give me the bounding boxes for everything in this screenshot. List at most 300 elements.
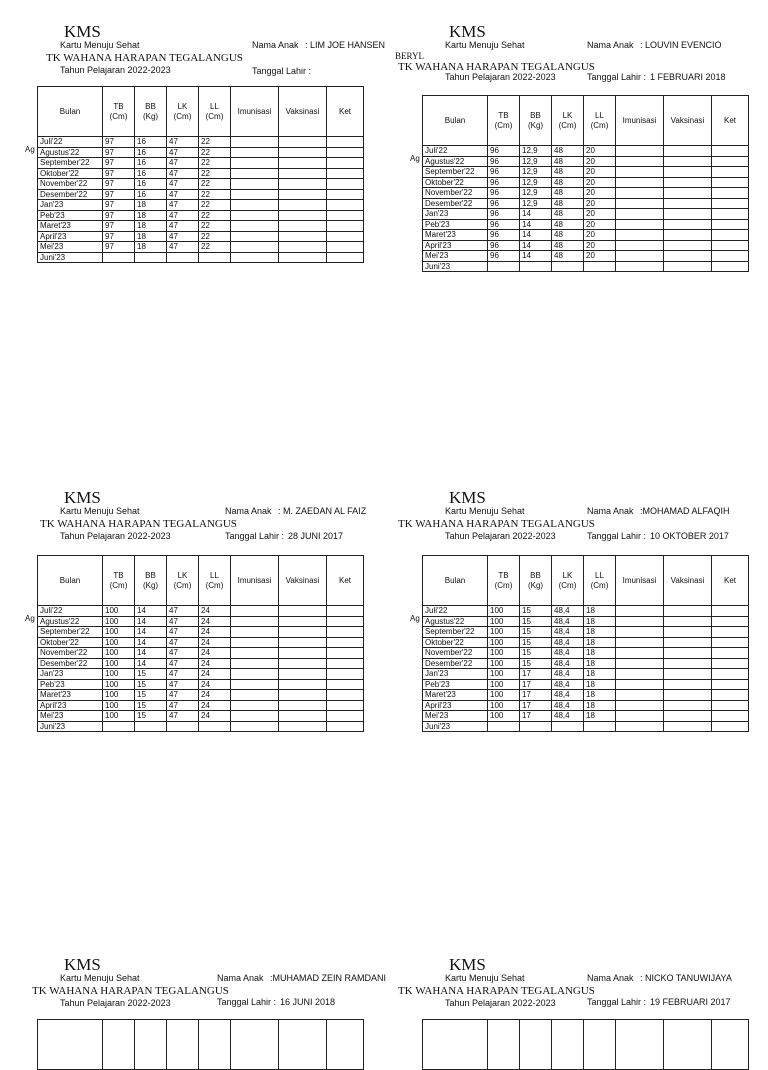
table-row [38,189,364,200]
column-header [135,1020,167,1070]
column-header [38,1020,103,1070]
value-cell: 15 [520,627,552,638]
month-cell: Oktober'22 [423,637,488,648]
name-label: Nama Anak [217,973,264,983]
value-cell [279,252,327,263]
value-cell: 96 [488,198,520,209]
month-cell: Agustus'22 [38,616,103,627]
value-cell: 47 [167,158,199,169]
value-cell: 48,4 [552,679,584,690]
value-cell [664,156,712,167]
value-cell: 100 [103,690,135,701]
value-cell [231,221,279,232]
value-cell: 100 [103,606,135,617]
value-cell [327,721,364,732]
table-row [423,627,749,638]
value-cell: 48,4 [552,648,584,659]
table-row [423,219,749,230]
table-row [423,606,749,617]
value-cell [231,158,279,169]
value-cell: 15 [135,700,167,711]
month-cell: Oktober'22 [423,177,488,188]
table-row [423,156,749,167]
value-cell: 100 [103,648,135,659]
month-cell: Mei'23 [423,251,488,262]
value-cell [279,700,327,711]
column-header [279,1020,327,1070]
value-cell: 100 [488,648,520,659]
value-cell [616,648,664,659]
value-cell [231,147,279,158]
column-header: LK (Cm) [552,556,584,606]
value-cell: 12,9 [520,146,552,157]
value-cell: 47 [167,658,199,669]
value-cell: 100 [488,700,520,711]
birth-date-label: Tanggal Lahir : [587,531,647,541]
value-cell [616,679,664,690]
value-cell [327,168,364,179]
month-cell: September'22 [38,158,103,169]
value-cell: 24 [199,669,231,680]
value-cell [712,637,749,648]
value-cell: 47 [167,168,199,179]
birth-date-label: Tanggal Lahir : [587,997,647,1007]
value-cell: 18 [584,648,616,659]
value-cell [584,721,616,732]
value-cell: 18 [584,658,616,669]
table-row [423,251,749,262]
value-cell [103,252,135,263]
value-cell [616,261,664,272]
value-cell [231,231,279,242]
name-value: : LIM JOE HANSEN [305,40,386,50]
value-cell: 48 [552,188,584,199]
column-header: TB (Cm) [488,556,520,606]
column-header [584,1020,616,1070]
column-header [712,1020,749,1070]
table-row [423,198,749,209]
value-cell [584,261,616,272]
value-cell: 100 [103,658,135,669]
month-cell: Juni'23 [423,261,488,272]
column-header: Imunisasi [616,96,664,146]
value-cell [712,690,749,701]
value-cell [279,606,327,617]
value-cell [616,230,664,241]
value-cell [616,177,664,188]
value-cell: 96 [488,167,520,178]
column-header: Ket [327,87,364,137]
value-cell [616,606,664,617]
value-cell: 47 [167,637,199,648]
value-cell: 48 [552,177,584,188]
value-cell: 97 [103,242,135,253]
value-cell [327,158,364,169]
value-cell [279,637,327,648]
value-cell: 22 [199,231,231,242]
value-cell [231,690,279,701]
value-cell: 22 [199,158,231,169]
column-header: BB (Kg) [520,556,552,606]
table-row [38,669,364,680]
birth-date-value: 28 JUNI 2017 [288,531,344,541]
card-subtitle: Kartu Menuju Sehat [445,973,525,983]
value-cell [712,240,749,251]
value-cell [327,690,364,701]
header-row [423,1020,749,1070]
month-cell: April'23 [423,240,488,251]
column-header: Imunisasi [231,87,279,137]
value-cell [231,200,279,211]
value-cell: 97 [103,137,135,148]
value-cell: 15 [520,648,552,659]
month-cell: Jan'23 [423,209,488,220]
value-cell [664,167,712,178]
month-cell: Juli'22 [423,146,488,157]
month-cell: November'22 [38,179,103,190]
value-cell: 15 [135,679,167,690]
value-cell: 22 [199,242,231,253]
value-cell: 14 [135,658,167,669]
value-cell: 17 [520,700,552,711]
value-cell [135,252,167,263]
value-cell: 18 [584,669,616,680]
value-cell: 22 [199,168,231,179]
value-cell: 96 [488,240,520,251]
value-cell: 100 [488,627,520,638]
value-cell [616,146,664,157]
value-cell: 47 [167,627,199,638]
month-cell: Desember'22 [38,658,103,669]
value-cell: 24 [199,690,231,701]
month-cell: November'22 [38,648,103,659]
value-cell [616,721,664,732]
column-header: LK (Cm) [167,87,199,137]
value-cell: 20 [584,251,616,262]
value-cell [664,198,712,209]
value-cell [712,146,749,157]
value-cell: 22 [199,137,231,148]
school-year: Tahun Pelajaran 2022-2023 [60,998,171,1008]
value-cell: 48,4 [552,637,584,648]
value-cell [231,648,279,659]
month-cell: Oktober'22 [38,168,103,179]
value-cell [664,658,712,669]
value-cell: 14 [520,240,552,251]
value-cell [712,606,749,617]
value-cell: 24 [199,711,231,722]
value-cell [327,231,364,242]
header-row [38,1020,364,1070]
table-row [38,700,364,711]
table-row [423,637,749,648]
value-cell: 12,9 [520,177,552,188]
growth-table [422,1019,749,1070]
value-cell: 100 [103,627,135,638]
value-cell: 100 [103,711,135,722]
value-cell [712,627,749,638]
value-cell [231,700,279,711]
value-cell: 24 [199,606,231,617]
value-cell: 100 [103,679,135,690]
column-header: LK (Cm) [552,96,584,146]
value-cell [199,721,231,732]
table-row [423,240,749,251]
value-cell: 18 [135,242,167,253]
table-row [38,679,364,690]
column-header [664,1020,712,1070]
value-cell [664,261,712,272]
month-cell: Mei'23 [38,242,103,253]
value-cell: 20 [584,198,616,209]
value-cell [616,700,664,711]
month-cell: Desember'22 [38,189,103,200]
ag-note: Ag [410,614,420,623]
value-cell: 22 [199,179,231,190]
value-cell [231,189,279,200]
table-row [423,616,749,627]
column-header: LL (Cm) [584,556,616,606]
value-cell [712,679,749,690]
value-cell: 24 [199,637,231,648]
column-header [616,1020,664,1070]
table-row [38,711,364,722]
table-row [423,658,749,669]
value-cell: 100 [103,669,135,680]
column-header [167,1020,199,1070]
month-cell: April'23 [423,700,488,711]
value-cell [231,721,279,732]
kms-title: KMS [64,488,101,507]
name-label: Nama Anak [587,973,634,983]
value-cell: 100 [488,606,520,617]
table-row [423,209,749,220]
value-cell [616,627,664,638]
value-cell: 47 [167,179,199,190]
value-cell: 22 [199,189,231,200]
value-cell: 100 [488,616,520,627]
month-cell: Juni'23 [423,721,488,732]
month-cell: November'22 [423,188,488,199]
value-cell [712,261,749,272]
header-row [38,87,364,137]
value-cell: 100 [488,658,520,669]
name-label: Nama Anak [587,40,634,50]
value-cell: 17 [520,711,552,722]
school-name: TK WAHANA HARAPAN TEGALANGUS [32,985,229,997]
column-header [423,1020,488,1070]
column-header: BB (Kg) [520,96,552,146]
table-header [38,556,364,606]
table-row [423,679,749,690]
value-cell [327,669,364,680]
table-row [423,146,749,157]
value-cell [616,616,664,627]
table-row [423,648,749,659]
month-cell: Desember'22 [423,658,488,669]
value-cell [279,189,327,200]
school-name: TK WAHANA HARAPAN TEGALANGUS [398,61,595,73]
value-cell [520,261,552,272]
column-header: Imunisasi [616,556,664,606]
column-header [488,1020,520,1070]
name-label: Nama Anak [225,506,272,516]
table-header [423,556,749,606]
ag-note: Ag [25,145,35,154]
month-cell: September'22 [423,167,488,178]
month-cell: Maret'23 [38,221,103,232]
value-cell [664,721,712,732]
column-header: LL (Cm) [199,556,231,606]
value-cell: 12,9 [520,198,552,209]
value-cell: 47 [167,221,199,232]
card-subtitle: Kartu Menuju Sehat [445,506,525,516]
value-cell [327,700,364,711]
value-cell [279,137,327,148]
value-cell [664,219,712,230]
value-cell: 48,4 [552,700,584,711]
value-cell [327,200,364,211]
column-header: Bulan [38,87,103,137]
value-cell: 96 [488,156,520,167]
birth-date-value: 10 OKTOBER 2017 [650,531,729,541]
table-row [423,700,749,711]
growth-table [422,555,749,732]
value-cell: 15 [135,690,167,701]
value-cell: 47 [167,200,199,211]
value-cell: 18 [135,210,167,221]
table-body [38,606,364,732]
ag-note: Ag [25,614,35,623]
value-cell [327,189,364,200]
value-cell: 18 [584,690,616,701]
column-header: Bulan [423,556,488,606]
table-body [423,146,749,272]
value-cell: 48 [552,167,584,178]
value-cell [616,669,664,680]
value-cell [327,616,364,627]
value-cell [664,251,712,262]
value-cell [712,156,749,167]
value-cell [552,721,584,732]
value-cell [327,648,364,659]
value-cell: 20 [584,156,616,167]
value-cell: 14 [520,209,552,220]
value-cell: 48,4 [552,658,584,669]
table-body [38,137,364,263]
value-cell [712,669,749,680]
column-header: Vaksinasi [664,96,712,146]
name-value: :MOHAMAD ALFAQIH [640,506,730,516]
value-cell: 96 [488,219,520,230]
value-cell: 16 [135,179,167,190]
month-cell: Mei'23 [423,711,488,722]
table-row [423,177,749,188]
school-year: Tahun Pelajaran 2022-2023 [60,65,171,75]
value-cell: 100 [488,679,520,690]
value-cell: 18 [584,711,616,722]
name-label: Nama Anak [587,506,634,516]
value-cell: 47 [167,189,199,200]
value-cell [231,711,279,722]
value-cell [327,147,364,158]
name-value-continued: BERYL [395,51,425,61]
table-row [423,230,749,241]
value-cell: 24 [199,679,231,690]
value-cell [616,711,664,722]
value-cell [616,251,664,262]
growth-table [422,95,749,272]
value-cell: 16 [135,158,167,169]
value-cell [327,242,364,253]
value-cell: 97 [103,231,135,242]
value-cell: 24 [199,658,231,669]
name-value: : NICKO TANUWIJAYA [640,973,732,983]
value-cell: 22 [199,210,231,221]
ag-note: Ag [410,154,420,163]
table-row [38,690,364,701]
value-cell [279,721,327,732]
value-cell: 47 [167,648,199,659]
month-cell: September'22 [423,627,488,638]
value-cell: 48 [552,251,584,262]
month-cell: April'23 [38,231,103,242]
school-name: TK WAHANA HARAPAN TEGALANGUS [40,518,237,530]
value-cell: 48 [552,219,584,230]
value-cell: 47 [167,137,199,148]
kms-title: KMS [449,22,486,41]
value-cell: 97 [103,179,135,190]
value-cell: 96 [488,209,520,220]
column-header: LL (Cm) [584,96,616,146]
name-value: :MUHAMAD ZEIN RAMDANI [270,973,387,983]
value-cell [664,669,712,680]
value-cell: 15 [135,711,167,722]
value-cell [327,210,364,221]
value-cell: 20 [584,167,616,178]
value-cell [664,679,712,690]
value-cell: 12,9 [520,156,552,167]
value-cell: 48,4 [552,711,584,722]
table-row [423,690,749,701]
value-cell [616,167,664,178]
column-header: Bulan [38,556,103,606]
column-header [199,1020,231,1070]
value-cell [664,230,712,241]
growth-table [37,86,364,263]
value-cell [327,679,364,690]
value-cell [135,721,167,732]
value-cell: 48 [552,230,584,241]
value-cell [327,606,364,617]
table-row [423,261,749,272]
table-row [38,231,364,242]
value-cell: 16 [135,147,167,158]
month-cell: Agustus'22 [423,616,488,627]
value-cell: 47 [167,690,199,701]
school-name: TK WAHANA HARAPAN TEGALANGUS [398,518,595,530]
value-cell [712,167,749,178]
header-row [38,556,364,606]
value-cell [712,230,749,241]
table-row [38,137,364,148]
value-cell: 18 [135,221,167,232]
card-subtitle: Kartu Menuju Sehat [60,506,140,516]
table-row [38,721,364,732]
value-cell: 96 [488,177,520,188]
value-cell [712,700,749,711]
month-cell: Peb'23 [423,219,488,230]
